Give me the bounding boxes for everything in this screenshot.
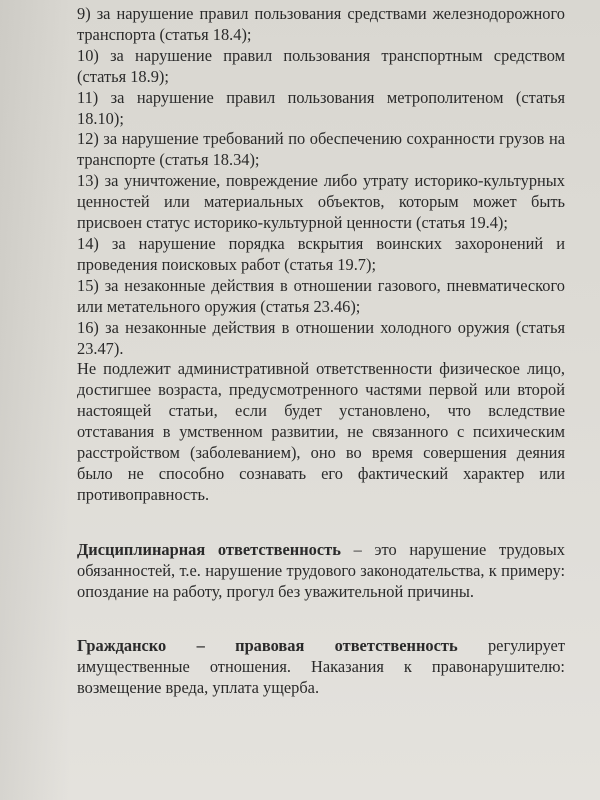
disciplinary-term: Дисциплинарная ответственность: [77, 539, 341, 559]
civil-paragraph: [77, 636, 565, 699]
exemption-paragraph: Не подлежит административной ответственности физическое лицо, достигшее возраста, предусмотренного частями первой или второй настоящей статьи, если будет установлено, что вследствие отставания в умственном развитии, не связанного с психическим расстройством (заболеванием), оно во время совершения деяния было не способно сознавать его фактический характер или противоправность.: [77, 359, 565, 504]
list-item: 13) за уничтожение, повреждение либо утрату историко-культурных ценностей или материальных объектов, которым может быть присвоен статус историко-культурной ценности (статья 19.4);: [77, 171, 565, 233]
list-item: 11) за нарушение правил пользования метрополитеном (статья 18.10);: [77, 87, 565, 128]
disciplinary-paragraph: [77, 540, 565, 603]
list-item: 12) за нарушение требований по обеспечению сохранности грузов на транспорте (статья 18.34);: [77, 129, 565, 170]
list-item: 16) за незаконные действия в отношении холодного оружия (статья 23.47).: [77, 317, 565, 358]
list-item: 10) за нарушение правил пользования транспортным средством (статья 18.9);: [77, 45, 565, 86]
section-gap: [77, 506, 565, 540]
list-item: 14) за нарушение порядка вскрытия воинских захоронений и проведения поисковых работ (статья 19.7);: [77, 233, 565, 274]
civil-definition: регулирует имущественные отношения. Наказания к правонарушителю: возмещение вреда, уплата ущерба.: [77, 636, 565, 698]
civil-term: Гражданско – правовая ответственность: [77, 636, 458, 656]
section-gap: [77, 602, 565, 636]
list-item: 9) за нарушение правил пользования средствами железнодорожного транспорта (статья 18.4);: [77, 4, 565, 44]
disciplinary-definition: – это нарушение трудовых обязанностей, т.е. нарушение трудового законодательства, к примеру: опоздание на работу, прогул без уважительной причины.: [77, 539, 565, 601]
list-item: 15) за незаконные действия в отношении газового, пневматического или метательного оружия (статья 23.46);: [77, 275, 565, 316]
page-shadow: [0, 0, 70, 800]
document-body: [77, 4, 565, 699]
